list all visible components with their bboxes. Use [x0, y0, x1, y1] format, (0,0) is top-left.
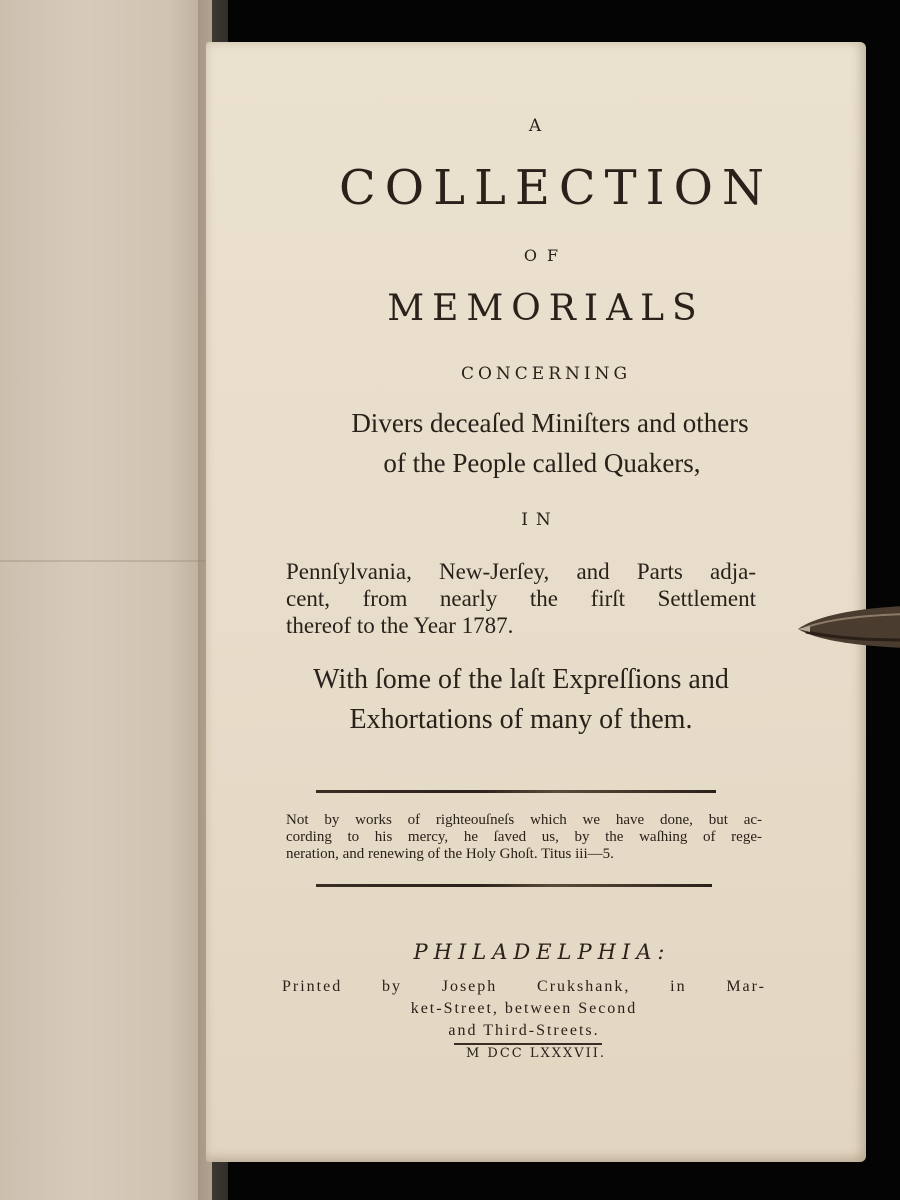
imprint-line: Printed by Joseph Crukshank, in Mar-: [282, 978, 766, 995]
expressions-line: Exhortations of many of them.: [349, 704, 693, 735]
title-second: MEMORIALS: [387, 288, 705, 329]
ornamental-rule-top: [316, 790, 716, 793]
expressions-line: With ſome of the laſt Expreſſions and: [313, 664, 729, 695]
title-of: OF: [523, 246, 569, 265]
imprint: [282, 976, 766, 1042]
places-line: Pennſylvania, New-Jerſey, and Parts adja-: [286, 559, 756, 584]
imprint-city: PHILADELPHIA:: [413, 940, 671, 964]
title-article: A: [528, 116, 544, 136]
places-line: cent, from nearly the firſt Settlement: [286, 586, 756, 611]
in-line: IN: [521, 510, 559, 530]
left-page: [0, 0, 212, 1200]
title-main: COLLECTION: [339, 160, 773, 216]
imprint-date: M DCC LXXXVII.: [465, 1046, 607, 1061]
subtitle-line-2: of the People called Quakers,: [383, 448, 701, 478]
imprint-line: and Third-Streets.: [448, 1022, 600, 1039]
epigraph-line: neration, and renewing of the Holy Ghoſt. Titus iii—5.: [286, 846, 614, 862]
concerning-line: CONCERNING: [460, 364, 632, 384]
title-page: [206, 42, 866, 1162]
ornamental-rule-bottom: [316, 884, 712, 887]
date-rule: [454, 1043, 602, 1045]
places-line: thereof to the Year 1787.: [286, 613, 514, 638]
epigraph: [286, 812, 762, 863]
expressions-paragraph: [286, 660, 756, 740]
epigraph-line: Not by works of righteouſneſs which we have done, but ac-: [286, 812, 762, 828]
subtitle-line-1: Divers deceaſed Miniſters and others: [351, 408, 749, 438]
bookmark-pointer-icon: [796, 604, 900, 650]
imprint-line: ket-Street, between Second: [410, 1000, 638, 1017]
places-paragraph: [286, 558, 756, 639]
epigraph-line: cording to his mercy, he ſaved us, by the waſhing of rege-: [286, 829, 762, 845]
